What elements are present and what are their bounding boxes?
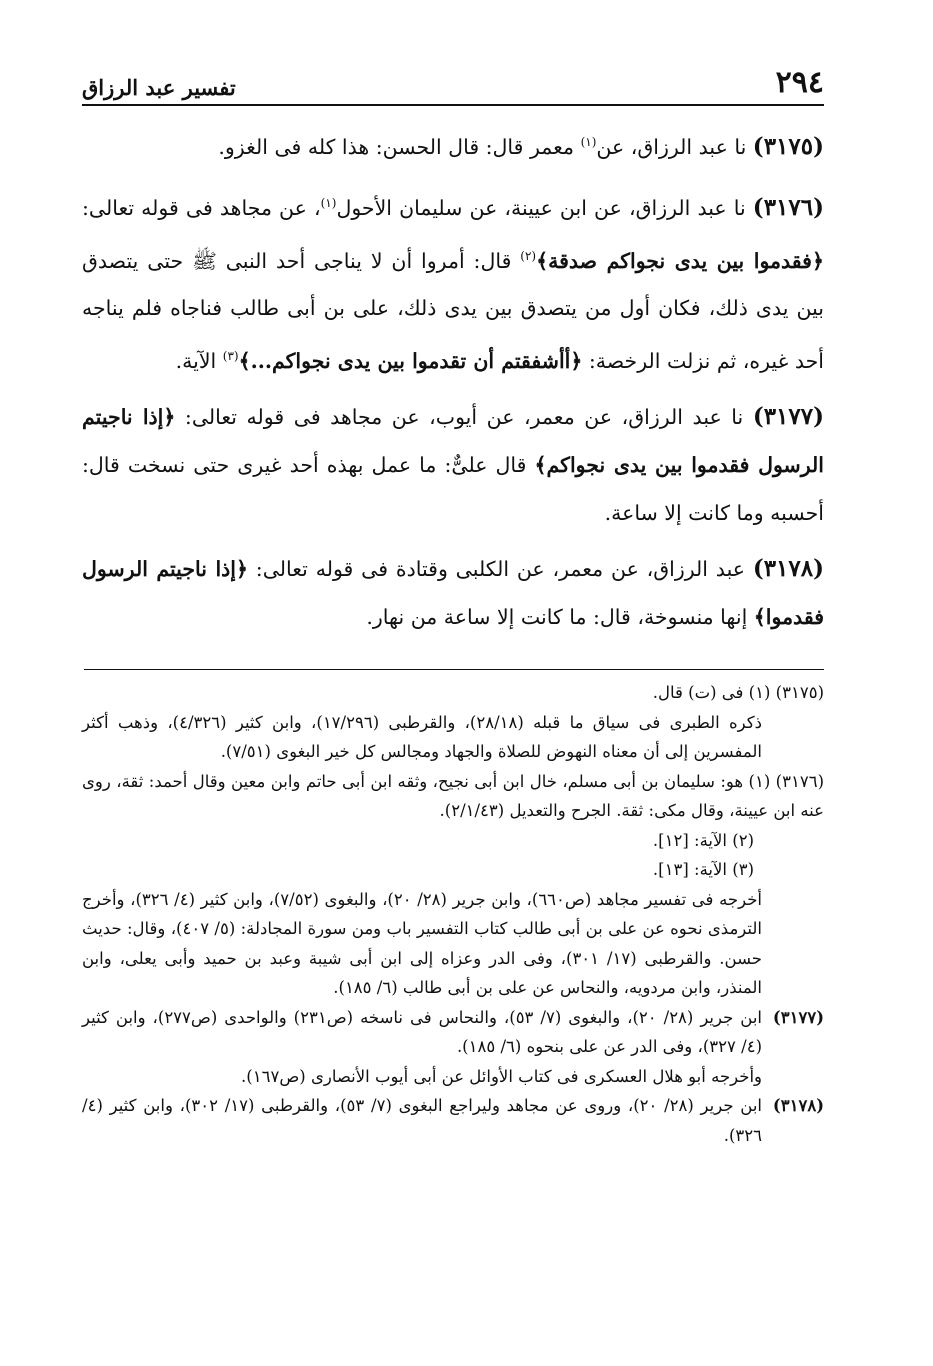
footnote-separator	[84, 669, 824, 670]
hadith-paragraph	[82, 179, 824, 385]
hadith-text: الآية.	[175, 349, 223, 374]
page-number: ٢٩٤	[775, 65, 824, 100]
footnote-3177-body: ابن جرير (٢٨/ ٢٠)، والبغوى (٧/ ٥٣)، والنحاس فى ناسخه (ص٢٣١) والواحدى (ص٢٧٧)، وابن كثير (٤/ ٣٢٧)، وفى الدر عن على بنحوه (٦/ ١٨٥).	[82, 1007, 763, 1057]
hadith-paragraph	[82, 118, 824, 171]
running-title: تفسير عبد الرزاق	[82, 75, 236, 100]
hadith-text: ، عن مجاهد فى قوله تعالى:	[82, 195, 321, 220]
hadith-text: إنها منسوخة، قال: ما كانت إلا ساعة من نهار.	[366, 605, 754, 630]
hadith-number: (٣١٧٦)	[752, 193, 824, 221]
hadith-number: (٣١٧٧)	[752, 403, 825, 431]
footnote-3177-extra: وأخرجه أبو هلال العسكرى فى كتاب الأوائل عن أبى أيوب الأنصارى (ص١٦٧).	[241, 1066, 762, 1086]
hadith-text: قال: أمروا أن لا يناجى أحد النبى ﷺ حتى يتصدق بين يدى ذلك، فكان أول من يتصدق بين يدى ذلك، على بن أبى طالب فناجاه فلم يناجه أحد غيره، ثم نزلت الرخصة:	[82, 248, 824, 374]
footnote-3175-1: (٣١٧٥) (١) فى (ت) قال.	[652, 683, 824, 703]
footnote-marker: (١)	[580, 135, 597, 149]
footnote-3177-label: (٣١٧٧)	[772, 1007, 824, 1027]
hadith-text: قال علىٌّ: ما عمل بهذه أحد غيرى حتى نسخت قال: أحسبه وما كانت إلا ساعة.	[82, 453, 824, 526]
footnote-3176-body: أخرجه فى تفسير مجاهد (ص٦٦٠)، وابن جرير (٢٨/ ٢٠)، والبغوى (٧/٥٢)، وابن كثير (٤/ ٣٢٦)، وأخرج الترمذى نحوه عن على بن أبى طالب كتاب التفسير باب ومن سورة المجادلة: (٥/ ٤٠٧)، وقال: حديث حسن. والقرطبى (١٧/ ٣٠١)، وفى الدر وعزاه إلى ابن أبى شيبة وعبد بن حميد وأبى يعلى، وابن المنذر، وابن مردويه، والنحاس عن على بن أبى طالب (٦/ ١٨٥).	[82, 889, 763, 998]
hadith-text: نا عبد الرزاق، عن	[596, 134, 753, 159]
quran-quote: ﴿فقدموا بين يدى نجواكم صدقة﴾	[536, 248, 824, 273]
hadith-number: (٣١٧٨)	[752, 555, 825, 583]
hadith-text: نا عبد الرزاق، عن معمر، عن أيوب، عن مجاهد فى قوله تعالى:	[175, 405, 753, 430]
book-page	[82, 60, 824, 1150]
footnotes	[82, 678, 824, 1150]
footnote-3176-1: (٣١٧٦) (١) هو: سليمان بن أبى مسلم، خال ابن أبى نجيح، وثقه ابن أبى حاتم وابن معين وقال أحمد: ثقة، روى عنه ابن عيينة، وقال مكى: ثقة. الجرح والتعديل (٢/١/٤٣).	[82, 771, 824, 821]
hadith-paragraph	[82, 393, 824, 537]
hadith-list	[82, 118, 824, 641]
hadith-text: معمر قال: قال الحسن: هذا كله فى الغزو.	[218, 134, 581, 159]
quran-quote: ﴿إذا ناجيتم الرسول فقدموا﴾	[82, 557, 824, 630]
footnote-marker: (٣)	[222, 349, 239, 364]
footnote-marker: (١)	[320, 195, 337, 210]
footnote-3178-label: (٣١٧٨)	[772, 1096, 824, 1116]
footnote-3177	[82, 1003, 824, 1062]
footnote-marker: (٢)	[520, 248, 537, 263]
quran-quote: ﴿أأشفقتم أن تقدموا بين يدى نجواكم...﴾	[238, 349, 583, 374]
hadith-paragraph	[82, 545, 824, 641]
quran-quote: ﴿إذا ناجيتم الرسول فقدموا بين يدى نجواكم﴾	[82, 405, 824, 478]
footnote-3178-body: ابن جرير (٢٨/ ٢٠)، وروى عن مجاهد وليراجع البغوى (٧/ ٥٣)، والقرطبى (١٧/ ٣٠٢)، وابن كثير (٤/ ٣٢٦).	[82, 1096, 763, 1145]
hadith-number: (٣١٧٥)	[752, 132, 824, 160]
footnote-3176-2: (٢) الآية: [١٢].	[652, 830, 754, 850]
footnote-3176-3: (٣) الآية: [١٣].	[652, 860, 754, 880]
hadith-text: عبد الرزاق، عن معمر، عن الكلبى وقتادة فى قوله تعالى:	[247, 557, 753, 582]
footnote-3175-body: ذكره الطبرى فى سياق ما قبله (٢٨/١٨)، والقرطبى (١٧/٢٩٦)، وابن كثير (٤/٣٢٦)، وذهب أكثر المفسرين إلى أن معناه النهوض للصلاة والجهاد ومجالس كل خير البغوى (٧/٥١).	[82, 712, 762, 762]
footnote-3178	[82, 1091, 824, 1150]
page-header	[82, 60, 824, 106]
hadith-text: نا عبد الرزاق، عن ابن عيينة، عن سليمان الأحول	[336, 195, 753, 220]
